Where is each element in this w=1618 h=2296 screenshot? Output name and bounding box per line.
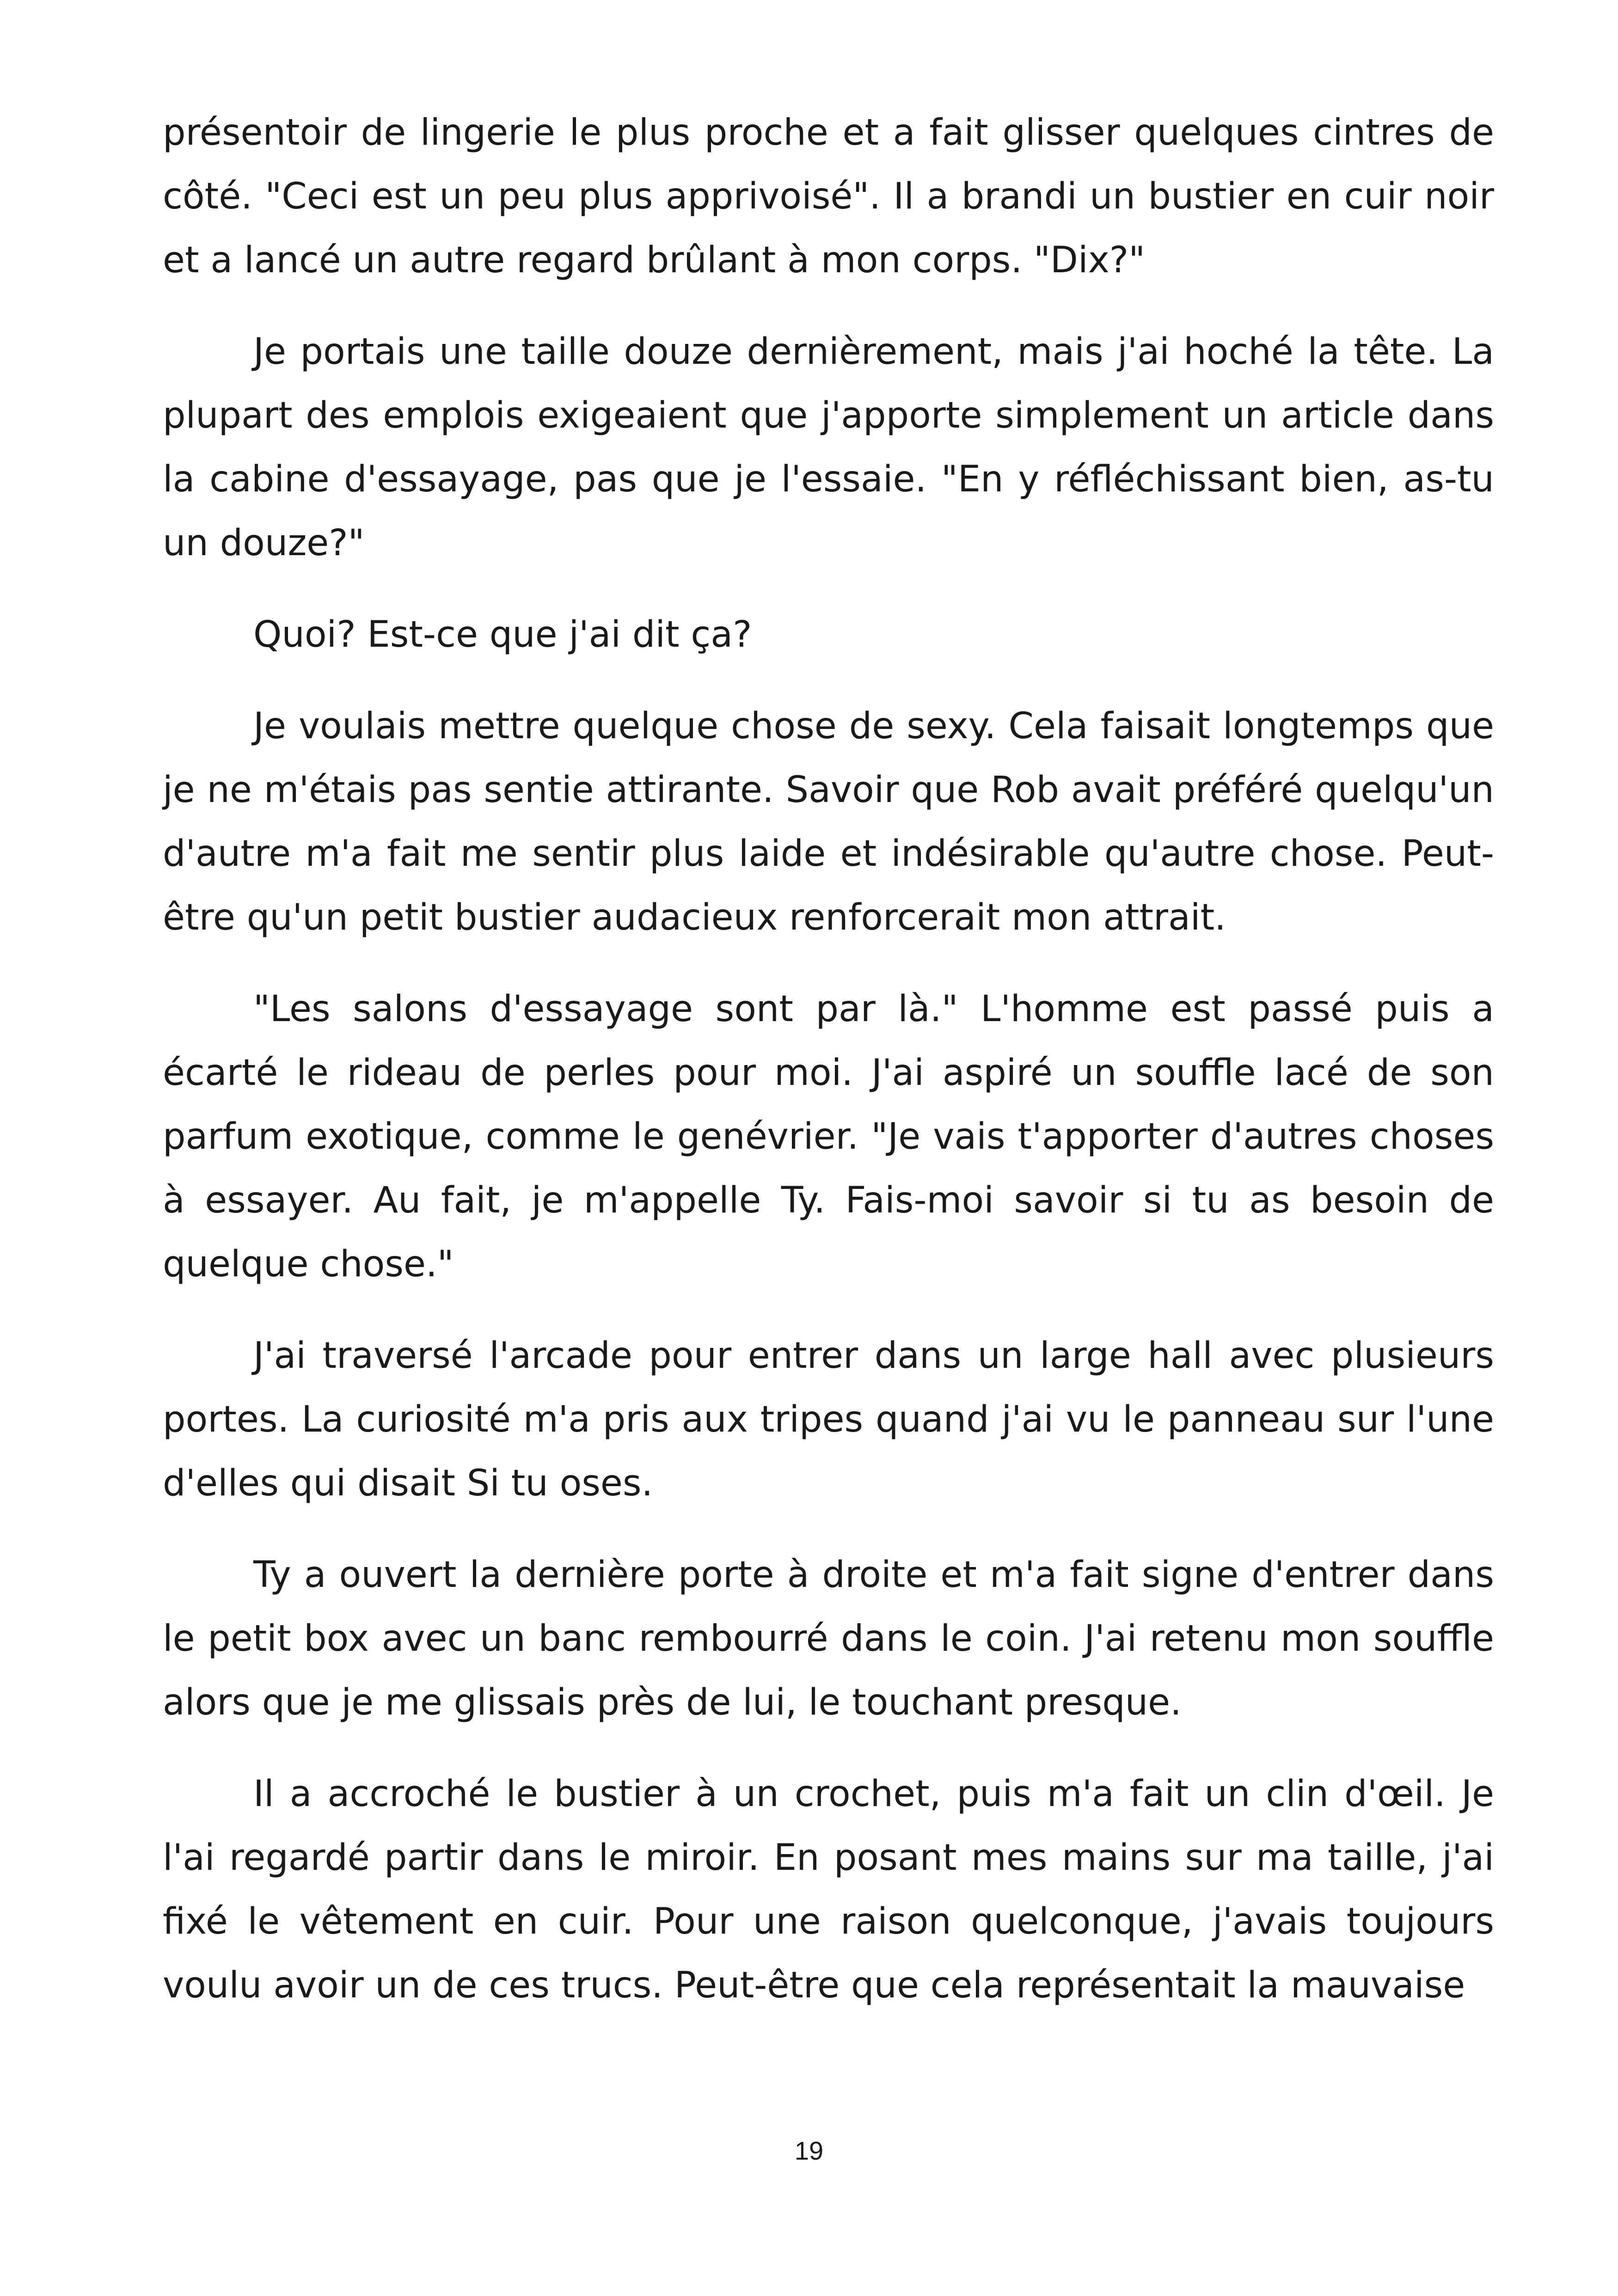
paragraph-6: J'ai traversé l'arcade pour entrer dans un large hall avec plusieurs portes. La curiosité m'a pris aux tripes quand j'ai vu le panneau sur l'une d'elles qui disait Si tu oses. [163, 1335, 1494, 1504]
paragraph-1: présentoir de lingerie le plus proche et a fait glisser quelques cintres de côté. "Ceci est un peu plus apprivoisé". Il a brandi un bustier en cuir noir et a lancé un autre regard brûlant à mon corps. "Dix?" [163, 112, 1494, 281]
page-number: 19 [794, 2136, 824, 2165]
body-text [163, 101, 1494, 2045]
paragraph-8: Il a accroché le bustier à un crochet, puis m'a fait un clin d'œil. Je l'ai regardé partir dans le miroir. En posant mes mains sur ma taille, j'ai fixé le vêtement en cuir. Pour une raison quelconque, j'avais toujours voulu avoir un de ces trucs. Peut-être que cela représentait la mauvaise [163, 1773, 1494, 2006]
paragraph-2: Je portais une taille douze dernièrement, mais j'ai hoché la tête. La plupart des emplois exigeaient que j'apporte simplement un article dans la cabine d'essayage, pas que je l'essaie. "En y réfléchissant bien, as-tu un douze?" [163, 331, 1494, 564]
paragraph-7: Ty a ouvert la dernière porte à droite et m'a fait signe d'entrer dans le petit box avec un banc rembourré dans le coin. J'ai retenu mon souffle alors que je me glissais près de lui, le touchant presque. [163, 1554, 1494, 1723]
paragraph-4: Je voulais mettre quelque chose de sexy. Cela faisait longtemps que je ne m'étais pas sentie attirante. Savoir que Rob avait préféré quelqu'un d'autre m'a fait me sentir plus laide et indésirable qu'autre chose. Peut-être qu'un petit bustier audacieux renforcerait mon attrait. [163, 705, 1494, 938]
paragraph-3: Quoi? Est-ce que j'ai dit ça? [253, 614, 752, 655]
paragraph-5: "Les salons d'essayage sont par là." L'homme est passé puis a écarté le rideau de perles pour moi. J'ai aspiré un souffle lacé de son parfum exotique, comme le genévrier. "Je vais t'apporter d'autres choses à essayer. Au fait, je m'appelle Ty. Fais-moi savoir si tu as besoin de quelque chose." [163, 988, 1494, 1285]
